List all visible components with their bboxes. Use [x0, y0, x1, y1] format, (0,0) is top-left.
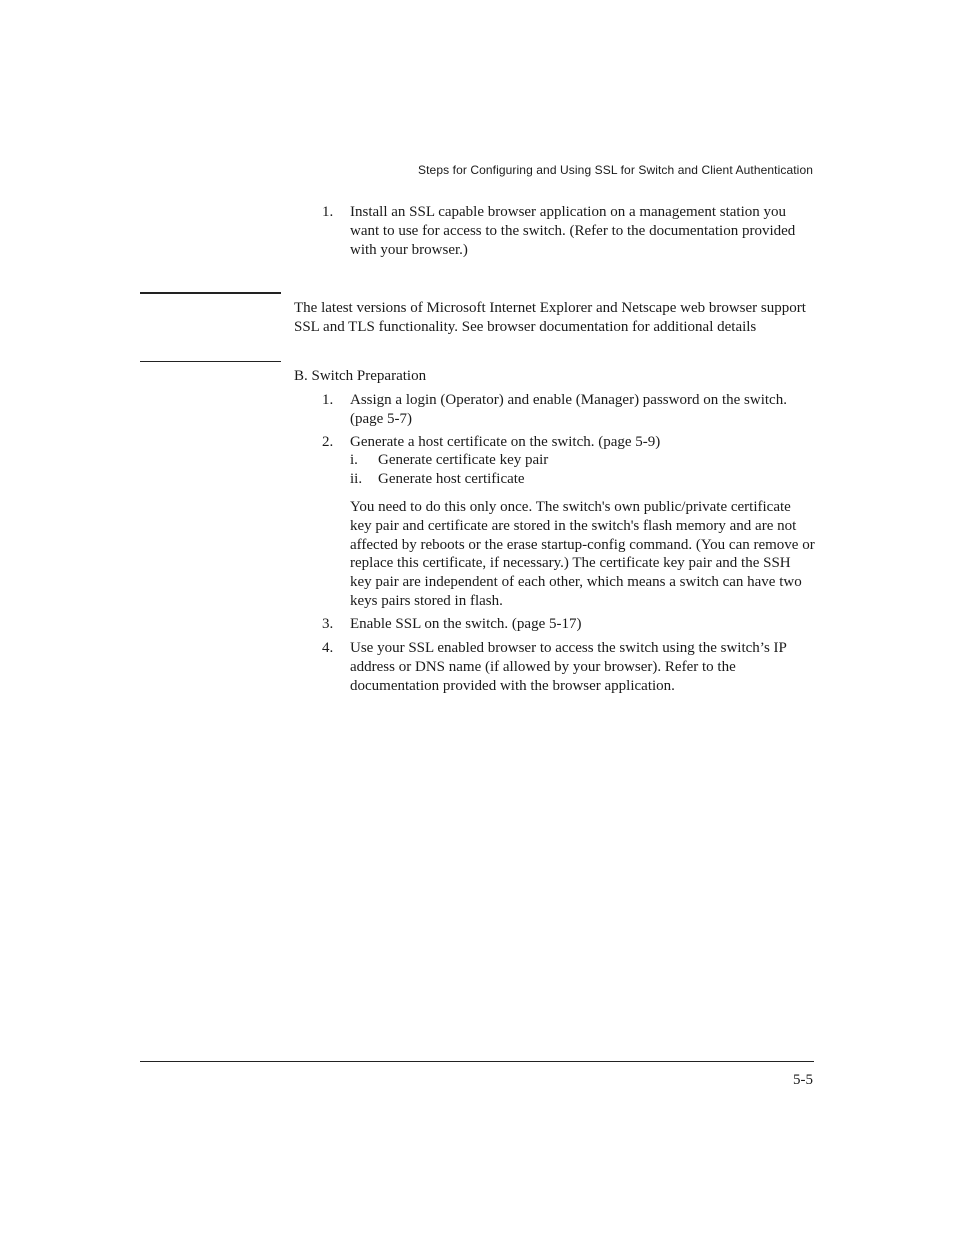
- step-text: Use your SSL enabled browser to access the switch using the switch’s IP address or DNS name (if allowed by your browser). Refer to the documentation provided with the browser application.: [350, 640, 787, 694]
- note-rule-bottom: [140, 361, 281, 362]
- step-text: Generate a host certificate on the switch. (page 5-9): [350, 434, 661, 450]
- switch-step-4: [322, 639, 816, 695]
- client-step-1: [322, 203, 816, 259]
- step-number: 1.: [322, 392, 334, 408]
- page-number: 5-5: [793, 1072, 813, 1088]
- switch-step-2: [322, 433, 816, 452]
- switch-step-3: [322, 615, 816, 634]
- switch-step-1: [322, 391, 816, 429]
- step-text: Install an SSL capable browser application on a management station you want to use for access to the switch. (Refer to the documentation provided with your browser.): [350, 204, 796, 258]
- substep-ii: [350, 470, 816, 489]
- note-text: The latest versions of Microsoft Internet Explorer and Netscape web browser support SSL and TLS functionality. See browser documentation for additional details: [294, 300, 806, 335]
- section-heading: B. Switch Preparation: [294, 368, 427, 384]
- step-text: Enable SSL on the switch. (page 5-17): [350, 616, 582, 632]
- step-number: 4.: [322, 640, 334, 656]
- step-text: Assign a login (Operator) and enable (Manager) password on the switch. (page 5-7): [350, 392, 787, 427]
- step-number: 3.: [322, 616, 334, 632]
- running-header: Steps for Configuring and Using SSL for Switch and Client Authentication: [418, 163, 813, 177]
- note-rule-top: [140, 292, 281, 294]
- step-number: 2.: [322, 434, 334, 450]
- substep-text: Generate certificate key pair: [378, 452, 549, 468]
- substep-i: [350, 451, 816, 470]
- substep-text: Generate host certificate: [378, 471, 525, 487]
- substep-number: i.: [350, 452, 358, 468]
- substep-number: ii.: [350, 471, 363, 487]
- footer-rule: [140, 1061, 814, 1062]
- step-2-paragraph: You need to do this only once. The switch's own public/private certificate key pair and certificate are stored in the switch's flash memory and are not affected by reboots or the erase startup-config command. (You can remove or replace this certificate, if necessary.) The certificate key pair and the SSH key pair are independent of each other, which means a switch can have two keys pairs stored in flash.: [350, 499, 815, 609]
- step-number: 1.: [322, 204, 334, 220]
